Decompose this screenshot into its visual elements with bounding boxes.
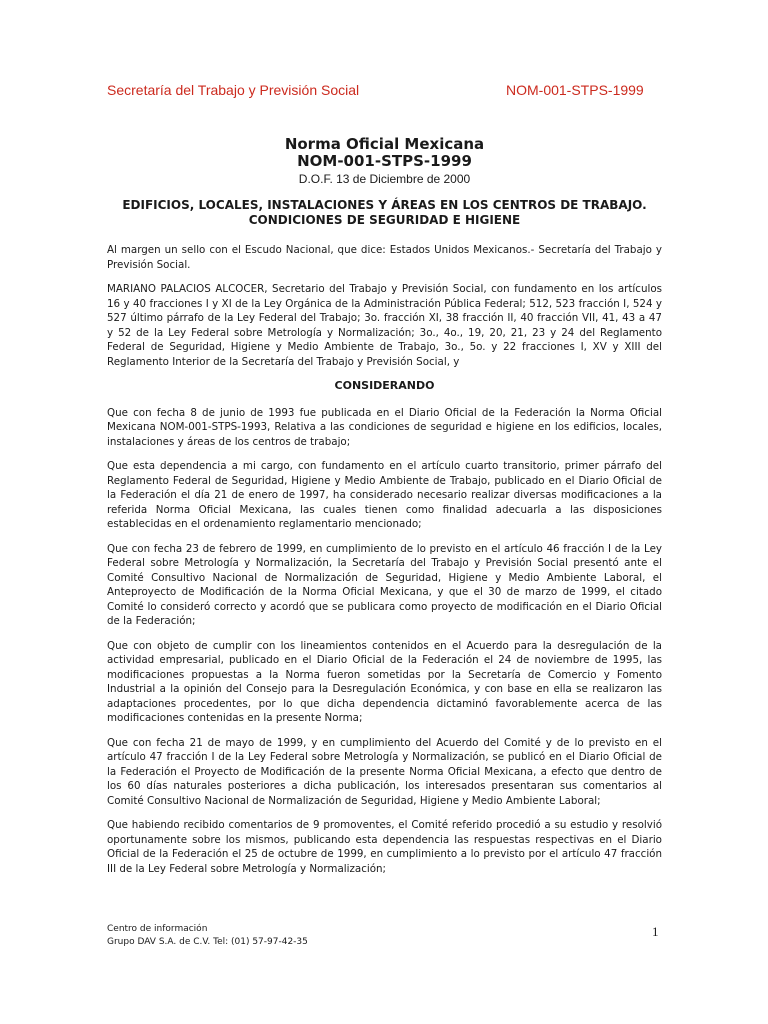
subject-heading: [107, 198, 662, 228]
title-norma: Norma Oficial Mexicana: [284, 135, 485, 153]
header-norm-code: NOM-001-STPS-1999: [506, 82, 644, 98]
subject-line-1: EDIFICIOS, LOCALES, INSTALACIONES Y ÁREAS EN LOS CENTROS DE TRABAJO.: [122, 198, 647, 212]
footer-line-1: Centro de información: [107, 924, 208, 934]
subject-line-2: CONDICIONES DE SEGURIDAD E HIGIENE: [248, 213, 521, 227]
paragraph: Al margen un sello con el Escudo Nacional, que dice: Estados Unidos Mexicanos.- Secretaría del Trabajo y Previsión Social.: [107, 244, 662, 271]
title-block: [107, 136, 662, 187]
header-agency: Secretaría del Trabajo y Previsión Social: [107, 82, 360, 98]
footer-line-2: Grupo DAV S.A. de C.V. Tel: (01) 57-97-42-35: [107, 937, 308, 947]
page-number: 1: [652, 924, 659, 939]
document-body: [107, 243, 662, 886]
paragraph: Que con objeto de cumplir con los lineamientos contenidos en el Acuerdo para la desregulación de la actividad empresarial, publicado en el Diario Oficial de la Federación el 24 de noviembre de 1995, las modificaciones propuestas a la Norma fueron sometidas por la Secretaría de Comercio y Fomento Industrial a la opinión del Consejo para la Desregulación Económica, y con base en ella se realizaron las adaptaciones procedentes, por lo que dicha dependencia dictaminó favorablemente acerca de las modificaciones contenidas en la presente Norma;: [107, 639, 662, 724]
paragraph: Que con fecha 8 de junio de 1993 fue publicada en el Diario Oficial de la Federación la Norma Oficial Mexicana NOM-001-STPS-1993, Relativa a las condiciones de seguridad e higiene en los edificios, locales, instalaciones y áreas de los centros de trabajo;: [107, 406, 662, 448]
title-code: NOM-001-STPS-1999: [297, 152, 472, 170]
footer: [107, 923, 308, 949]
considerando-heading: CONSIDERANDO: [334, 379, 435, 392]
paragraph: Que con fecha 23 de febrero de 1999, en cumplimiento de lo previsto en el artículo 46 fracción I de la Ley Federal sobre Metrología y Normalización, la Secretaría del Trabajo y Previsión Social presentó ante el Comité Consultivo Nacional de Normalización de Seguridad, Higiene y Medio Ambiente Laboral, el Anteproyecto de Modificación de la Norma Oficial Mexicana, y que el 30 de marzo de 1999, el citado Comité lo consideró correcto y acordó que se publicara como proyecto de modificación en el Diario Oficial de la Federación;: [107, 542, 662, 627]
paragraph: Que con fecha 21 de mayo de 1999, y en cumplimiento del Acuerdo del Comité y de lo previsto en el artículo 47 fracción I de la Ley Federal sobre Metrología y Normalización, se publicó en el Diario Oficial de la Federación el Proyecto de Modificación de la presente Norma Oficial Mexicana, a efecto que dentro de los 60 días naturales posteriores a dicha publicación, los interesados presentaran sus comentarios al Comité Consultivo Nacional de Normalización de Seguridad, Higiene y Medio Ambiente Laboral;: [107, 736, 662, 807]
paragraph: Que esta dependencia a mi cargo, con fundamento en el artículo cuarto transitorio, primer párrafo del Reglamento Federal de Seguridad, Higiene y Medio Ambiente de Trabajo, publicado en el Diario Oficial de la Federación el día 21 de enero de 1997, ha considerado necesario realizar diversas modificaciones a la referida Norma Oficial Mexicana, las cuales tienen como finalidad adecuarla a las disposiciones establecidas en el ordenamiento reglamentario mencionado;: [107, 460, 662, 530]
paragraph: MARIANO PALACIOS ALCOCER, Secretario del Trabajo y Previsión Social, con fundamento en los artículos 16 y 40 fracciones I y XI de la Ley Orgánica de la Administración Pública Federal; 512, 523 fracción I, 524 y 527 último párrafo de la Ley Federal del Trabajo; 3o. fracción XI, 38 fracción II, 40 fracción VII, 41, 43 a 47 y 52 de la Ley Federal sobre Metrología y Normalización; 3o., 4o., 19, 20, 21, 23 y 24 del Reglamento Federal de Seguridad, Higiene y Medio Ambiente de Trabajo, 3o., 5o. y 22 fracciones I, XV y XIII del Reglamento Interior de la Secretaría del Trabajo y Previsión Social, y: [107, 283, 662, 368]
title-date: D.O.F. 13 de Diciembre de 2000: [298, 172, 471, 186]
paragraph: Que habiendo recibido comentarios de 9 promoventes, el Comité referido procedió a su estudio y resolvió oportunamente sobre los mismos, publicando esta dependencia las respuestas respectivas en el Diario Oficial de la Federación el 25 de octubre de 1999, en cumplimiento a lo previsto por el artículo 47 fracción III de la Ley Federal sobre Metrología y Normalización;: [107, 819, 662, 875]
